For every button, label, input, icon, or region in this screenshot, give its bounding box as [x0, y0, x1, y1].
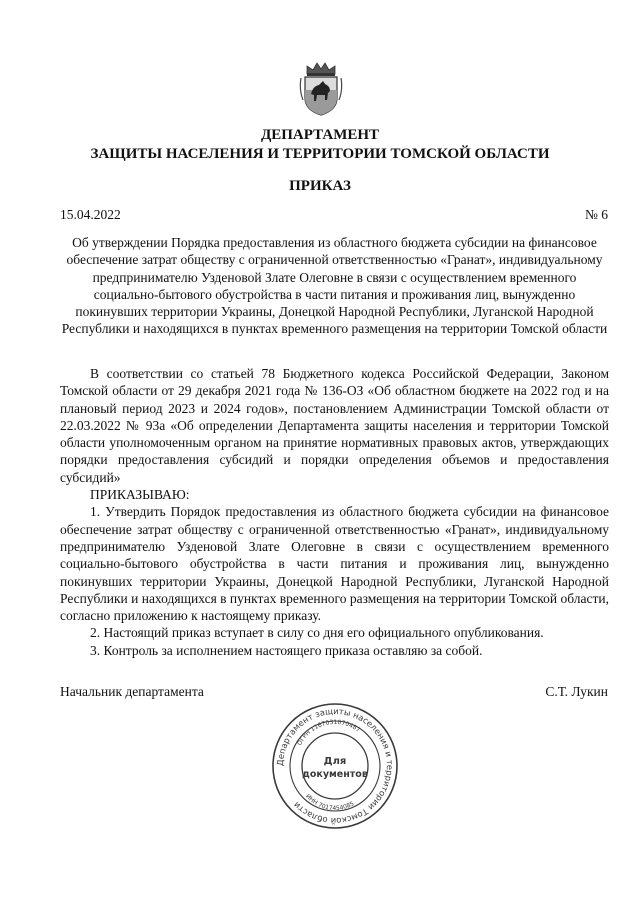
order-word: ПРИКАЗЫВАЮ: — [90, 487, 190, 503]
signatory-name: С.Т. Лукин — [545, 684, 608, 699]
document-number: № 6 — [584, 207, 608, 222]
document-body — [60, 365, 609, 659]
stamp-ogrn: ОГРН 1167031070487 — [296, 718, 362, 747]
order-item: 3. Контроль за исполнением настоящего приказа оставляю за собой. — [90, 642, 483, 658]
document-subject: Об утверждении Порядка предоставления из областного бюджета субсидии на финансовое обеспечение затрат обществу с ограниченной ответственностью «Гранат», индивидуальному предпринимателю Узденовой Злате Олеговне в связи с осуществлением временного социально-бытового обустройства в части питания и проживания лиц, вынужденно покинувших территории Украины, Донецкой Народной Республики, Луганской Народной Республики и находящихся в пунктах временного размещения на территории Томской области — [61, 235, 608, 337]
preamble-paragraph: В соответствии со статьей 78 Бюджетного кодекса Российской Федерации, Законом Томской области от 29 декабря 2021 года № 136-ОЗ «Об областном бюджете на 2022 год и на плановый период 2023 и 2024 годов», постановлением Администрации Томской области от 22.03.2022 № 93а «Об определении Департамента защиты населения и территории Томской области уполномоченным органом на принятие нормативных правовых актов, утверждающих порядки предоставления субсидий и порядки определения объемов и предоставления субсидий» — [60, 366, 609, 485]
department-title-line2: ЗАЩИТЫ НАСЕЛЕНИЯ И ТЕРРИТОРИИ ТОМСКОЙ ОБЛАСТИ — [90, 146, 550, 162]
stamp-inn: ИНН 7017454085 — [304, 792, 356, 813]
document-date: 15.04.2022 — [60, 207, 121, 222]
order-item: 1. Утвердить Порядок предоставления из областного бюджета субсидии на финансовое обеспечение затрат обществу с ограниченной ответственностью «Гранат», индивидуальному предпринимателю Узденовой Злате Олеговне в связи с осуществлением временного социально-бытового обустройства в части питания и проживания лиц, вынужденно покинувших территории Украины, Донецкой Народной Республики, Луганской Народной Республики и находящихся в пунктах временного размещения на территории Томской области, согласно приложению к настоящему приказу. — [60, 504, 609, 624]
department-title-line1: ДЕПАРТАМЕНТ — [260, 127, 380, 143]
stamp-center-line1: Для — [323, 756, 347, 767]
stamp-center-line2: документов — [302, 769, 368, 780]
signatory-position: Начальник департамента — [60, 684, 204, 699]
official-stamp — [271, 702, 399, 830]
document-type: ПРИКАЗ — [289, 178, 351, 194]
tomsk-coat-of-arms-icon — [299, 60, 343, 116]
stamp-outer-text: Департамент защиты населения и территории Томской области — [274, 705, 396, 827]
order-item: 2. Настоящий приказ вступает в силу со дня его официального опубликования. — [90, 625, 544, 641]
